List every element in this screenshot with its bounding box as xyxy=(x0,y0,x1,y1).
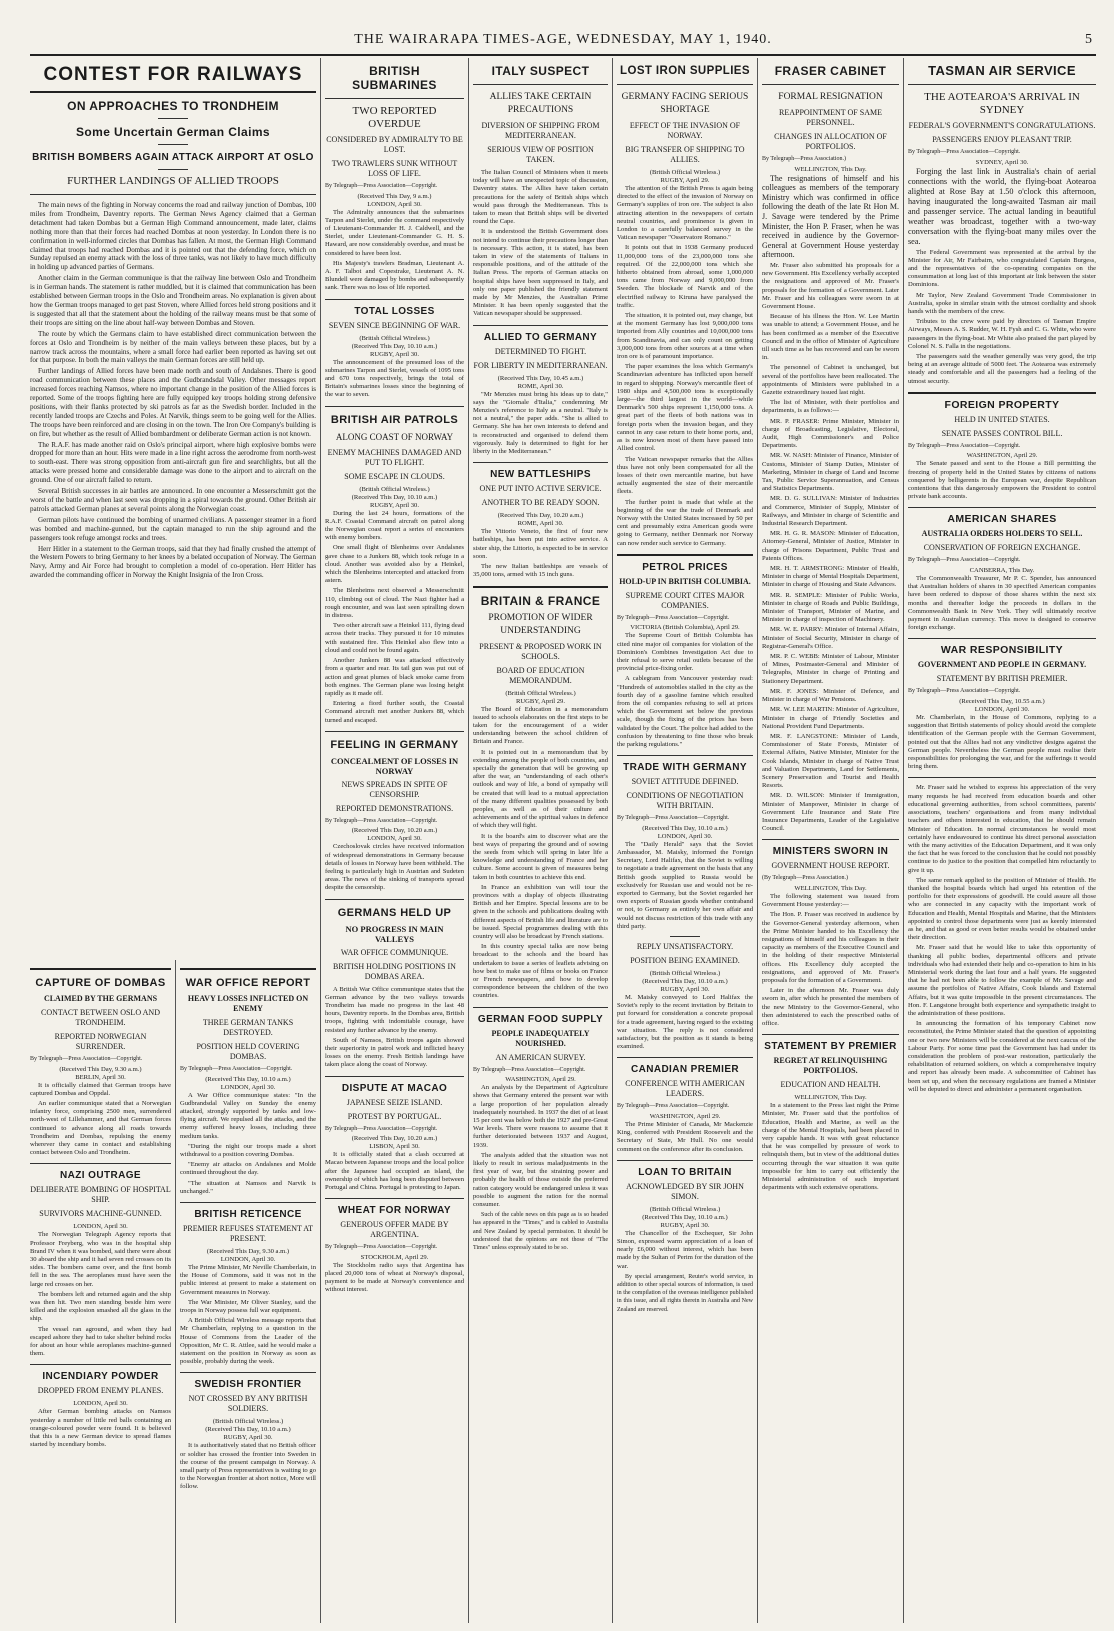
deck: ON APPROACHES TO TRONDHEIM xyxy=(67,99,279,113)
subhead: NEWS SPREADS IN SPITE OF CENSORSHIP. xyxy=(341,779,448,799)
lead-paragraph: The resignations of himself and his colleagues as members of the temporary Ministry which was confirmed in office following the death of the late Rt Hon M. J. Savage were tendered by the Prime Minister, the Hon P. Fraser, when he was received in audience by the Governor-General at Government House yesterday afternoon. xyxy=(762,173,899,260)
paragraph: "Mr Menzies must bring his ideas up to date," says the "Giornale d'Italia," condemning Mr Menzies's reference to Italy as a neutral. "Italy is not a neutral," the paper adds. "She is allied to Germany. She has her own interests to defend and is reconstructed and organised to defend them vigorously. Italy is determined to fight for her liberty in the Mediterranean." xyxy=(473,390,608,456)
headline: FEELING IN GERMANY xyxy=(330,738,459,751)
subhead: STATEMENT BY BRITISH PREMIER. xyxy=(936,674,1068,684)
dateline: RUGBY, April 30. xyxy=(370,350,419,358)
subhead: ENEMY MACHINES DAMAGED AND PUT TO FLIGHT. xyxy=(327,447,462,467)
paragraph: The Chancellor of the Exchequer, Sir John Simon, expressed warm appreciation of a loan of nearly £6,000 without interest, which has been made by the Sultan of Perim for the duration of the war. xyxy=(617,1229,753,1270)
paragraph: The Federal Government was represented at the arrival by the Minister for Air, Mr Fairbairn, who congratulated Captain Burgess, and the representatives of the co-operating companies on the consummation at long last of this important air link between the sister Dominions. xyxy=(908,248,1096,289)
subhead: SOME ESCAPE IN CLOUDS. xyxy=(344,471,445,481)
times-notice: Such of the cable news on this page as is so headed has appeared in the "Times," and is cabled to Australia and New Zealand by special permission. It should be understood that the opinions are not those of "The Times" unless expressly stated to be so. xyxy=(473,1212,608,1252)
paragraph: MR. H. G. R. MASON: Minister of Education, Attorney-General, Minister of Justice, Minister in charge of Prisons Department, Public Trust and Patents Offices. xyxy=(762,530,899,562)
subhead: EDUCATION AND HEALTH. xyxy=(780,1080,881,1090)
deck: CLAIMED BY THE GERMANS xyxy=(43,994,158,1003)
received-time: (Received This Day, 10.45 a.m.) xyxy=(497,374,584,382)
headline: WHEAT FOR NORWAY xyxy=(338,1205,451,1217)
paragraph: One small flight of Blenheims over Andalsnes gave chase to a Junkers 88, which took refuge in a cloud. Another was avoided also by a Heinkel, which the Blenheims intercepted and attacked from astern. xyxy=(325,544,464,585)
paragraph: The War Minister, Mr Oliver Stanley, said the troops in Norway possess full war equipment. xyxy=(180,1298,316,1315)
subhead: SURVIVORS MACHINE-GUNNED. xyxy=(39,1209,162,1219)
byline: By Telegraph—Press Association—Copyright. xyxy=(325,1244,438,1251)
byline: By Telegraph—Press Association—Copyright. xyxy=(325,817,438,824)
subhead: CONSERVATION OF FOREIGN EXCHANGE. xyxy=(923,543,1081,553)
deck: HELD IN UNITED STATES. xyxy=(954,414,1050,424)
wireless-source: (British Official Wireless.) xyxy=(649,1205,721,1213)
column-2-lower xyxy=(180,962,316,1623)
dateline: LISBON, April 30. xyxy=(369,1143,420,1151)
deck: Some Uncertain German Claims xyxy=(76,125,270,139)
paragraph: The Blenheims next observed a Messerschmitt 110, climbing out of cloud. The Nazi fighter had a rough encounter, and was last seen spiralling down in distress. xyxy=(325,587,464,620)
dateline: CANBERRA, This Day. xyxy=(969,567,1035,575)
paragraph: Two other aircraft saw a Heinkel 111, flying dead across their tracks. They pursued it for 10 minutes with sustained fire. This Heinkel also flew into a cloud and could not be found again. xyxy=(325,622,464,654)
paragraph: The analysis added that the situation was not likely to result in serious maladjustments in the first year of war, but the straining power and probably the health of those outside the preferred ration category would be endangered unless it was possible to augment the ration for the normal consumer. xyxy=(473,1151,608,1209)
received-time: (Received This Day, 10.10 a.m.) xyxy=(205,1075,291,1083)
column-3 xyxy=(325,58,464,1623)
paragraph: The bombers left and returned again and the ship was then hit. Two men standing beside him were killed and the explosion smashed all the glass in the ship. xyxy=(30,1290,171,1323)
paragraph: Mr Taylor, New Zealand Government Trade Commissioner in Australia, spoke in similar strain with the utmost cordiality and shook hands with the members of the crew. xyxy=(908,291,1096,316)
headline: LOAN TO BRITAIN xyxy=(638,1166,732,1178)
dateline: RUGBY, April 30. xyxy=(223,1434,273,1442)
dateline: WELLINGTON, This Day. xyxy=(794,1094,867,1102)
paragraph: An analysis by the Department of Agriculture shows that Germany entered the present war with a large proportion of her population already inadequately nourished. In 1937 the diet of at least 15 per cent was below both the 1927 and pre-Great War levels. There were reasons to assume that it further deteriorated between 1937 and August, 1939. xyxy=(473,1084,608,1149)
headline: CAPTURE OF DOMBAS xyxy=(35,977,166,989)
byline: By Telegraph—Press Association—Copyright. xyxy=(617,1103,730,1110)
paragraph: The same remark applied to the position of Minister of Health. He thanked the hospital boards which had urged his retention of the portfolio for their expressions of goodwill. He could assure all those who are connected in any capacity with the important work of Education and Health, Mental Hospitals and Marine, that the Ministers appointed to control those departments were just as keenly interested as he, and that as good or even better results would be obtained under their direction. xyxy=(908,876,1096,942)
headline: TOTAL LOSSES xyxy=(354,305,435,317)
paragraph: It is authoritatively stated that no British officer or soldier has crossed the frontier into Sweden in the course of the present campaign in Norway. A small party of Press representatives is waiting to go to the Norwegian frontier at short notice, More will follow. xyxy=(180,1442,316,1491)
headline: NEW BATTLESHIPS xyxy=(490,469,591,481)
subhead: CHANGES IN ALLOCATION OF PORTFOLIOS. xyxy=(774,132,887,151)
paragraph: MR. D. WILSON: Minister if Immigration, Minister of Manpower, Minister in charge of Government Life Insurance and State Fire Insurance Departments, Leader of the Legislative Council. xyxy=(762,792,899,833)
dateline: WELLINGTON, This Day. xyxy=(794,165,867,173)
subhead: GOVERNMENT HOUSE REPORT. xyxy=(771,861,890,871)
byline: By Telegraph—Press Association—Copyright. xyxy=(30,1056,143,1062)
paragraph: It is understood the British Government does not intend to continue their precautions longer than is necessary. This action, it is stated, has been taken in view of the statements of Italians in responsible positions, and of the attitude of the Italian Press. The reports of German attacks on hospital ships have been suppressed in Italy, and only one paper published the friendly statement made by Mr Menzies, the Australian Prime Minister. It has been openly suggested that the Vatican newspaper should be suppressed. xyxy=(473,228,608,318)
paragraph: The Norwegian Telegraph Agency reports that Professor Freyberg, who was in the hospital ship Brand IV when it was bombed, said there were about 30 aboard the ship and it had seven red crosses on its sides. The bombers came over, and the first bomb fell in the sea. The aeroplanes must have seen the large red crosses on her. xyxy=(30,1231,171,1288)
paragraph: Further landings of Allied forces have been made north and south of Andalsnes. There is good road communication between these places and the Gudbrandsdal Valley. Other messages report increased forces reaching Namsos, where no important change in the position of the Allied forces is reported. Some of the troops fighting here are fully equipped key troops holding strong defensive positions, with their flanks protected by ski patrols as far as the Swedish border. Included in the recently landed troops are Czechs and Poles. At Narvik, things seem to be going well for the Allies. The troops have been reinforced and are closing in on the town. The Iron Ore Company's building is on fire, but whether as the result of Allied bombardment or deliberate German action is not known. xyxy=(30,367,316,438)
subhead: FURTHER LANDINGS OF ALLIED TROOPS xyxy=(67,175,279,187)
paragraph: MR. P. C. WEBB: Minister of Labour, Minister of Mines, Postmaster-General and Minister of Telegraphs, Minister in charge of Printing and Stationery Department. xyxy=(762,653,899,685)
paragraph: MR. H. T. ARMSTRONG: Minister of Health, Minister in charge of Mental Hospitals Department, Minister in charge of Housing and State Advances. xyxy=(762,565,899,589)
headline: WAR RESPONSIBILITY xyxy=(940,644,1064,657)
subhead: POSITION BEING EXAMINED. xyxy=(630,956,740,965)
paragraph: It is officially stated that a clash occurred at Macao between Japanese troops and the local police after the Japanese had occupied an island, the ownership of which has long been disputed between Portugal and China. Portugal is protesting to Japan. xyxy=(325,1151,464,1191)
dateline: LONDON, April 30. xyxy=(974,706,1030,714)
subhead: BIG TRANSFER OF SHIPPING TO ALLIES. xyxy=(625,145,745,164)
paragraph: M. Maisky conveyed to Lord Halifax the Soviet's reply to the recent invitation by Britain to put forward for consideration a concrete proposal for a trade agreement, having regard to the existing war situation. The reply is not considered satisfactory, but the position as it stands is being examined. xyxy=(617,994,753,1051)
headline: BRITISH AIR PATROLS xyxy=(330,413,459,426)
deck: NO PROGRESS IN MAIN VALLEYS xyxy=(345,923,444,944)
paragraph: "During the night our troops made a short withdrawal to a position covering Dombas. xyxy=(180,1142,316,1159)
dateline: SYDNEY, April 30. xyxy=(975,158,1029,166)
subhead: AN AMERICAN SURVEY. xyxy=(495,1052,586,1062)
paragraph: A British War Office communique states that the German advance by the two valleys towards Trondheim has made no progress in the last 48 hours, Daventry reports. In the Dombas area, British troops, fighting with indomitable courage, have resisted any further advance by the enemy. xyxy=(325,985,464,1034)
byline: By Telegraph—Press Association—Copyright. xyxy=(908,688,1021,695)
received-time: (Received This Day, 10.10 a.m.) xyxy=(642,978,728,985)
received-time: (Received This Day, 10.20 a.m.) xyxy=(351,827,438,835)
headline: CANADIAN PREMIER xyxy=(630,1064,740,1076)
deck: ALONG COAST OF NORWAY xyxy=(335,431,454,442)
column-1-lower xyxy=(30,962,171,1623)
paragraph: "The situation at Namsos and Narvik is unchanged." xyxy=(180,1179,316,1195)
deck: DETERMINED TO FIGHT. xyxy=(494,346,587,356)
paragraph: It is pointed out in a memorandum that by extending among the people of both countries, and specially the generation that will be growing up after the war, an "understanding of each other's outlook and way of life, a bond of sympathy will be created that will lead to a mutual appreciation of the many different qualities possessed by both peoples, as well as of their culture and achievements and of the spiritual values in defence of which they will fight. xyxy=(473,748,608,830)
paragraph: The Prime Minister, Mr Neville Chamberlain, in the House of Commons, said it was not in the public interest at present to make a statement on Government measures in Norway. xyxy=(180,1264,316,1296)
paragraph: The "Daily Herald" says that the Soviet Ambassador, M. Maisky, informed the Foreign Secretary, Lord Halifax, that the Soviet is willing to negotiate a trade agreement on the basis that any British goods supplied to Russia would be exclusively for Russian use and would not be re-exported to Germany, but the Soviet regarded her own exports of Russian goods whether contraband or not, to Germany as entirely her own affair and would not discuss restriction of this trade with any third party. xyxy=(617,840,753,930)
column-rule xyxy=(612,58,613,1623)
dateline: RUGBY, April 29. xyxy=(516,697,565,705)
dateline: LONDON, April 30. xyxy=(657,832,713,840)
paragraph: A cablegram from Vancouver yesterday read: "Hundreds of automobiles stalled in the city as the fourth day of a gasoline famine which resulted from the oil companies refusing to sell at prices which the Government set below the previous scale, though the fixing of the prices has been validated by the Court. The police had added to the confusion by threatening to fine those who break the parking regulations." xyxy=(617,675,753,748)
paragraph: The Italian Council of Ministers when it meets today will have an unexpected topic of discussion, Daventry states. The Allies have taken certain precautions for the safety of British ships which would pass through the Mediterranean. This is taken to mean that British ships will be diverted round the Cape. xyxy=(473,169,608,226)
deck: PROMOTION OF WIDER UNDERSTANDING xyxy=(488,612,593,636)
paragraph: Mr. Chamberlain, in the House of Commons, replying to a suggestion that British statements of policy should avoid the complete identification of the German people with the German Government, pointed out that the Allies had not any vindictive designs against the German people. Nevertheless the German people must realise their responsibilities for prolonging the war, and for the sufferings it would bring them. xyxy=(908,714,1096,771)
paragraph: The list of Minister, with their portfolios and departments, is as follows:— xyxy=(762,399,899,415)
paragraph: His Majesty's trawlers Bradman, Lieutenant A. A. F. Talbot and Copestrake, Lieutenant A. N. Blundell were damaged by bombs and subsequently sank. There was no loss of life reported. xyxy=(325,259,464,292)
byline: By Telegraph—Press Association—Copyright. xyxy=(908,557,1021,564)
headline: WAR OFFICE REPORT xyxy=(185,977,311,989)
paragraph: MR. F. JONES: Minister of Defence, and Minister in charge of War Pensions. xyxy=(762,687,899,704)
paragraph: MR. P. FRASER: Prime Minister, Minister in charge of Broadcasting, Legislative, Electoral, Audit, High Commissioner's and Police Departments. xyxy=(762,417,899,450)
wireless-source: (British Official Wireless.) xyxy=(359,334,430,342)
wireless-source: (British Official Wireless.) xyxy=(649,169,721,176)
dateline: LONDON, April 30. xyxy=(220,1256,276,1264)
subhead: SENATE PASSES CONTROL BILL. xyxy=(941,428,1063,438)
paragraph: The main news of the fighting in Norway concerns the road and railway junction of Dombas, 100 miles from Trondheim, Daventry reports. The German News Agency claimed that a German detachment had taken Dombas but a German High Command announcement, made later, claims nothing more than that their forces had reached Dombas at noon yesterday. In London there is no confirmation in well-informed circles that Dombas has fallen. At most, the German High Command claimed that troops had reached Dombas and it is pointed out that the defending force, which on Sunday repulsed an enemy attack with the loss of three tanks, was not likely to have much difficulty in holding up advanced parties of Germans. xyxy=(30,201,316,272)
paragraph: The situation, it is pointed out, may change, but at the moment Germany has lost 9,000,000 tons imported from Ally countries and 10,000,000 tons from Scandinavia, and can only count on getting 3,000,000 tons from other sources at a time when iron ore is of paramount importance. xyxy=(617,312,753,361)
paragraph: A British Official Wireless message reports that Mr Chamberlain, replying to a question in the House of Commons from the Leader of the Opposition, Mr C. R. Attlee, said he would make a statement on the position in Norway as soon as possible, probably during the week. xyxy=(180,1317,316,1366)
headline: GERMAN FOOD SUPPLY xyxy=(477,1013,604,1025)
paragraph: The Stockholm radio says that Argentina has placed 20,000 tons of wheat at Norway's disposal, payment to be made at Norway's convenience and without interest. xyxy=(325,1261,464,1294)
paragraph: MR. R. SEMPLE: Minister of Public Works, Minister in charge of Roads and Public Buildings, Minister of Transport, Minister of Marine, and Minister in charge of inspection of Machinery. xyxy=(762,591,899,624)
deck: PEOPLE INADEQUATELY NOURISHED. xyxy=(491,1028,590,1048)
dateline: WASHINGTON, April 29. xyxy=(505,1076,576,1084)
paragraph: After German bombing attacks on Namsos yesterday a number of little red balls containing an orange-coloured powder were found. It is believed that this is a new German device to spread flames started by incendiary bombs. xyxy=(30,1408,171,1449)
paragraph: The Board of Education in a memorandum issued to schools elaborates on the first steps to be taken for the encouragement of a wider understanding between the school children of Britain and France. xyxy=(473,705,608,746)
dateline: LONDON, April 30. xyxy=(367,835,422,843)
headline: ALLIED TO GERMANY xyxy=(483,331,598,343)
received-time: (Received This Day, 9 a.m.) xyxy=(357,192,432,200)
paragraph: Mr. Fraser said he wished to express his appreciation of the very many requests he had received from education boards and other educational governing authorities, from school committees, parents' associations, teachers' organisations and from many individual teachers and others interested in education, that he should remain Minister of Education. In normal circumstances he would most certainly have endeavoured to continue his direct personal association with the many activities of the Education Department, and it was only the fact that he was forced to the conclusion that he could not possibly continue to do justice to the position that compelled him reluctantly to give it up. xyxy=(908,784,1096,874)
dateline: WASHINGTON, April 29. xyxy=(966,452,1038,460)
paragraph: The following statement was issued from Government House yesterday:— xyxy=(762,892,899,909)
paragraph: The new Italian battleships are vessels of 35,000 tons, armed with 15 inch guns. xyxy=(473,563,608,579)
byline: By Telegraph—Press Association—Copyright. xyxy=(325,1125,438,1132)
subhead: CONSIDERED BY ADMIRALTY TO BE LOST. xyxy=(326,135,463,154)
headline: ITALY SUSPECT xyxy=(491,64,590,78)
received-time: (Received This Day, 10.10 a.m.) xyxy=(642,1213,728,1221)
subhead: PASSENGERS ENJOY PLEASANT TRIP. xyxy=(932,135,1072,144)
paragraph: German pilots have continued the bombing of unarmed civilians. A passenger steamer in a fiord was bombed and machine-gunned, but the captain managed to run the ship aground and the passengers took refuge amongst rocks and trees. xyxy=(30,515,316,542)
headline: CONTEST FOR RAILWAYS xyxy=(43,64,303,85)
subhead: REPORTED DEMONSTRATIONS. xyxy=(335,803,454,813)
dateline: VICTORIA (British Columbia), April 29. xyxy=(630,624,740,632)
deck: CONCEALMENT OF LOSSES IN NORWAY xyxy=(330,755,459,776)
deck: REGRET AT RELINQUISHING PORTFOLIOS. xyxy=(773,1056,888,1076)
paragraph: MR. W. LEE MARTIN: Minister of Agriculture, Minister in charge of Friendly Societies and National Provident Fund Departments. xyxy=(762,706,899,730)
subhead: POSITION HELD COVERING DOMBAS. xyxy=(196,1042,300,1061)
subhead: CONTACT BETWEEN OSLO AND TRONDHEIM. xyxy=(41,1008,160,1027)
headline: INCENDIARY POWDER xyxy=(42,1371,159,1383)
paragraph: The route by which the Germans claim to have established direct communication between the forces at Oslo and Trondheim is by neither of the main valleys between these places, but by a narrow track across the mountains, where a small force had earlier been reported as having set out for that purpose. In both the main valleys the main German forces are still held up. xyxy=(30,329,316,365)
headline: TASMAN AIR SERVICE xyxy=(928,63,1076,78)
deck: ALLIES TAKE CERTAIN PRECAUTIONS xyxy=(489,92,592,115)
paragraph: Another claim in the German communique is that the railway line between Oslo and Trondheim is in German hands. The statement is rather muddled, but it is claimed that communication has been established between German troops in the Oslo and Trondheim areas. No explanation is given about how the German troops managed to get past Stoven, where Allied forces held strong positions and it is suggested that all that the statement about the holding of the railway means must be that some of their troops are sitting on the line about half-way between Dombas and Stoven. xyxy=(30,274,316,327)
paragraph: In France an exhibition van will tour the provinces with a display of objects illustrating British and her Empire. Special lessons are to be given in the schools and publications dealing with different aspects of British life and literature are to be issued. Special programmes dealing with this country will also be broadcast by French stations. xyxy=(473,883,608,940)
paragraph: Tributes to the crew were paid by directors of Tasman Empire Airways, Messrs A. S. Rudder, W. H. Fysh and C. G. White, who were passengers in the flying-boat. Mr White also praised the part played by Colonel N. S. Falla in the negotiations. xyxy=(908,318,1096,350)
paragraph: In announcing the formation of his temporary Cabinet now reconstituted, the Prime Minister stated that the question of appointing one or two new Ministers will be considered at the next caucus of the Labour Party. For some time past the Government has had under its consideration the problem of post-war restoration, particularly the rehabilitation of returned soldiers, on which a comprehensive inquiry and report has already been made. A subcommittee of Cabinet has been set up, and when the necessary regulations are framed a Minister will be deputed to direct and administer a permanent organisation. xyxy=(908,1020,1096,1093)
paragraph: Entering a fiord further south, the Coastal Command aircraft met another Junkers 88, which turned and escaped. xyxy=(325,700,464,724)
subhead: CONDITIONS OF NEGOTIATION WITH BRITAIN. xyxy=(626,791,744,811)
headline: DISPUTE AT MACAO xyxy=(341,1082,448,1094)
headline: STATEMENT BY PREMIER xyxy=(764,1041,897,1053)
dateline: LONDON, April 30. xyxy=(367,200,422,208)
subhead: FOR LIBERTY IN MEDITERRANEAN. xyxy=(473,360,608,370)
subhead: EFFECT OF THE INVASION OF NORWAY. xyxy=(629,121,741,140)
paragraph: Several British successes in air battles are announced. In one encounter a Messerschmitt got the worst of the battle and when last seen was dropping in a spiral towards the ground. Other British air patrols attacked German planes at several points along the Norwegian coast. xyxy=(30,487,316,513)
subhead: THREE GERMAN TANKS DESTROYED. xyxy=(202,1018,294,1037)
paragraph: During the last 24 hours, formations of the R.A.F. Coastal Command aircraft on patrol along the Norwegian coast report a series of encounters with enemy bombers. xyxy=(325,509,464,542)
subhead: PRESENT & PROPOSED WORK IN SCHOOLS. xyxy=(479,641,602,661)
masthead-title: THE WAIRARAPA TIMES-AGE, WEDNESDAY, MAY 1, 1940. xyxy=(354,32,772,47)
headline: LOST IRON SUPPLIES xyxy=(620,65,750,77)
subhead: SERIOUS VIEW OF POSITION TAKEN. xyxy=(487,145,594,164)
deck: AUSTRALIA ORDERS HOLDERS TO SELL. xyxy=(921,529,1083,539)
byline: By Telegraph—Press Association—Copyright. xyxy=(180,1066,293,1072)
paragraph: The Supreme Court of British Columbia has cited nine major oil companies for violation of the Dominion's Combines Investigation Act due to their refusal to serve retail outlets because of the provincial price-fixing order. xyxy=(617,632,753,673)
paragraph: The Prime Minister of Canada, Mr Mackenzie King, conferred with President Roosevelt and the Secretary of State, Mr Hull. No one would comment on the conference after its conclusion. xyxy=(617,1121,753,1153)
paragraph: The Commonwealth Treasurer, Mr P. C. Spender, has announced that Australian holders of shares in 30 specified American companies have been ordered to dispose of those shares within the next six months and thereafter lodge the proceeds in dollars in the Commonwealth Bank in New York. They will ultimately receive payment in Australian currency. This move is designed to conserve foreign exchange. xyxy=(908,575,1096,632)
dateline: RUGBY, April 30. xyxy=(660,1221,710,1229)
headline: PETROL PRICES xyxy=(642,561,728,573)
headline: MINISTERS SWORN IN xyxy=(772,846,889,858)
headline: BRITISH SUBMARINES xyxy=(352,64,437,92)
dateline: BERLIN, April 30. xyxy=(75,1073,126,1081)
paragraph: An earlier communique stated that a Norwegian infantry force, comprising 2500 men, surrendered north-west of Lillehammer, and that German forces continued to advance along all roads towards Trondheim and Dombas, repulsing the enemy wherever they came in contact and establishing contact between Oslo and Trondheim. xyxy=(30,1100,171,1157)
subhead: GENEROUS OFFER MADE BY ARGENTINA. xyxy=(340,1220,449,1240)
subhead: PREMIER REFUSES STATEMENT AT PRESENT. xyxy=(182,1224,314,1244)
headline: FRASER CABINET xyxy=(774,64,887,78)
paragraph: The paper examines the loss which Germany's Scandinavian adventure has inflicted upon herself in regard to shipping. Norway's mercantile fleet of 1980 ships and 4,500,000 tons is exceptionally large—the third largest in the world—while Denmark's 500 ships represent 1,150,000 tons. A great part of the fleets of both nations was in foreign ports when the invasion began, and they cannot in any case return to their home ports, and, as is now known most of them have passed into Allied control. xyxy=(617,363,753,453)
paragraph: MR. W. E. PARRY: Minister of Internal Affairs, Minister of Social Security, Minister in charge of Registrar-General's Office. xyxy=(762,626,899,650)
subhead: ANOTHER TO BE READY SOON. xyxy=(481,498,600,508)
column-rule xyxy=(320,58,321,1623)
byline: By Telegraph—Press Association—Copyright. xyxy=(908,442,1021,449)
paragraph: In a statement to the Press last night the Prime Minister, Mr. Fraser said that the portfolios of Education, Health and Marine, as well as the charge of the Mental Hospitals, had been placed in very capable hands. It was with great reluctance that he was compelled by pressure of work to relinquish them, but in view of the additional duties occurring through the war situation it was quite impossible for him to carry out efficiently the Ministerial administration of such important departments with such extensive operations. xyxy=(762,1102,899,1192)
subhead: WAR OFFICE COMMUNIQUE. xyxy=(340,947,449,957)
deck: BRITISH BOMBERS AGAIN ATTACK AIRPORT AT OSLO xyxy=(32,152,314,163)
subhead: REPORTED NORWEGIAN SURRENDER. xyxy=(54,1032,147,1051)
wireless-source: (British Official Wireless.) xyxy=(359,485,430,493)
paragraph: The Vatican newspaper remarks that the Allies thus have not only been compensated for all the losses of their own mercantile marine, but have actually augmented the size of their mercantile fleets. xyxy=(617,455,753,496)
subhead: SEVEN SINCE BEGINNING OF WAR. xyxy=(328,320,461,330)
paragraph: The passengers said the weather generally was very good, the trip being at an average altitude of 5000 feet. The Aotearoa was extremely steady and comfortable and all the passengers had a feeling of the utmost security. xyxy=(908,353,1096,385)
wireless-source: (British Official Wireless.) xyxy=(505,689,576,697)
paragraph: The Admiralty announces that the submarines Tarpon and Sterlet, under the command respectively of Lieutenant-Commander H. J. Caldwell, and the Sterlet, under Lieutenant-Commander G. H. S. Haward, are now considerably overdue, and must be considered to have been lost. xyxy=(325,208,464,257)
paragraph: The Vittorio Veneto, the first of four new battleships, has been put into active service. A sister ship, the Littorio, is expected to be in service soon. xyxy=(473,528,608,560)
dateline: STOCKHOLM, April 29. xyxy=(360,1253,429,1261)
masthead xyxy=(30,20,1096,56)
received-time: (Received This Day, 10.55 a.m.) xyxy=(959,698,1045,706)
byline: By Telegraph—Press Association—Copyright. xyxy=(617,614,730,621)
wireless-source: (British Official Wireless.) xyxy=(212,1418,284,1426)
byline: By Telegraph—Press Association—Copyright. xyxy=(473,1066,586,1073)
headline: NAZI OUTRAGE xyxy=(60,1170,141,1182)
paragraph: MR. D. G. SULLIVAN: Minister of Industries and Commerce, Minister of Supply, Minister of Railways, and Minister in charge of Scientific and Industrial Research Department. xyxy=(762,495,899,528)
byline: By Telegraph—Press Association—Copyright. xyxy=(325,183,438,189)
received-time: (Received This Day, 10.10 a.m.) xyxy=(351,493,438,501)
paragraph: The personnel of Cabinet is unchanged, but several of the portfolios have been reallocated. The appointments of Ministers were published in a Gazette extraordinary issued last night. xyxy=(762,364,899,396)
column-6 xyxy=(762,58,899,1623)
dateline: WELLINGTON, This Day. xyxy=(794,884,867,892)
paragraph: It points out that in 1938 Germany produced 11,000,000 tons of the 23,000,000 tons she required. Of the 22,000,000 tons which she hitherto obtained from abroad, some 1,000,000 tons came from Norway and 9,000,000 from Sweden. The blockade of Narvik and of the electrified railway to Kiruna have paralysed the traffic. xyxy=(617,244,753,309)
subhead: ONE PUT INTO ACTIVE SERVICE. xyxy=(479,484,602,494)
dateline: LONDON, April 30. xyxy=(220,1083,276,1091)
byline: By Telegraph—Press Association—Copyright. xyxy=(617,815,730,822)
received-time: (Received This Day, 10.10 a.m.) xyxy=(205,1426,291,1434)
deck: TWO REPORTED OVERDUE xyxy=(352,105,437,130)
headline: BRITISH RETICENCE xyxy=(194,1209,302,1221)
received-time: (Received This Day, 10.10 a.m.) xyxy=(351,342,438,350)
subhead: ACKNOWLEDGED BY SIR JOHN SIMON. xyxy=(626,1181,744,1201)
column-rule xyxy=(468,58,469,1623)
subhead: NOT CROSSED BY ANY BRITISH SOLDIERS. xyxy=(188,1394,308,1414)
paragraph: MR. W. NASH: Minister of Finance, Minister of Customs, Minister of Stamp Duties, Minister of Marketing, Minister in charge of Land and Income Tax, Public Service Superannuation, and Census and Statistics Departments. xyxy=(762,452,899,493)
subhead: FEDERAL'S GOVERNMENT'S CONGRATULATIONS. xyxy=(908,121,1096,130)
headline: GERMANS HELD UP xyxy=(337,906,452,919)
dateline: RUGBY, April 29. xyxy=(660,177,710,184)
headline: SWEDISH FRONTIER xyxy=(194,1379,302,1391)
paragraph: The further point is made that while at the beginning of the war the trade of Denmark and Norway with the United States increased by 50 per cent and presumably extra American goods were going to Germany, neither Denmark nor Norway can now render such service to Germany. xyxy=(617,498,753,547)
subhead: BRITISH HOLDING POSITIONS IN DOMBAS AREA. xyxy=(333,961,456,981)
byline: (By Telegraph—Press Association.) xyxy=(762,875,848,882)
paragraph: South of Namsos, British troops again showed their superiority in patrol work and inflicted heavy losses on the enemy. Fresh British landings have taken place along the coast of Norway. xyxy=(325,1036,464,1069)
received-time: (Received This Day, 10.20 a.m.) xyxy=(497,512,584,520)
subhead: REAPPOINTMENT OF SAME PERSONNEL. xyxy=(779,108,882,127)
paragraph: In this country special talks are now being broadcast to the schools and the board has undertaken to issue a series of leaflets advising on how best to make use of films or books on France or French newspapers, and how to develop correspondence between the children of the two countries. xyxy=(473,943,608,1000)
column-5 xyxy=(617,58,753,1623)
byline: By Telegraph—Press Association—Copyright. xyxy=(908,149,1021,155)
deck: HEAVY LOSSES INFLICTED ON ENEMY xyxy=(187,994,309,1013)
paragraph: MR. F. LANGSTONE: Minister of Lands, Commissioner of State Forests, Minister of External Affairs, Native Minister, Minister for the Cook Islands, Minister in charge of Native Trust and Valuation Departments, Land for Settlements, Scenery Preservation and Tourist and Health Resorts. xyxy=(762,732,899,790)
headline: FOREIGN PROPERTY xyxy=(944,398,1060,411)
paragraph: Mr. Fraser said that he would like to take this opportunity of thanking all public bodies, departmental officers and private individuals who had extended their help and co-operation to him in his Ministerial work during the last four and a half years. He suggested that he had not been able to follow the example of Mr. Savage and assume the portfolios of Native Affairs, Cook Islands and External Affairs, but it was quite impossible in the present circumstances. The Hon. F. Langstone brought both experience and sympathetic insight to the administration of these positions. xyxy=(908,944,1096,1017)
subhead: SOVIET ATTITUDE DEFINED. xyxy=(631,777,739,787)
subhead: TWO TRAWLERS SUNK WITHOUT LOSS OF LIFE. xyxy=(331,159,458,178)
article-contest-for-railways xyxy=(30,58,316,958)
paragraph: The vessel ran aground, and when they had escaped ashore they had to take shelter behind rocks for about an hour while aeroplanes machine-gunned them. xyxy=(30,1325,171,1358)
paragraph: Later in the afternoon Mr. Fraser was duly sworn in, after which he presented the members of the new Ministry to the Governor-General, who then administered to each the prescribed oaths of office. xyxy=(762,987,899,1027)
dateline: ROME, April 30. xyxy=(517,382,564,390)
subhead: PROTEST BY PORTUGAL. xyxy=(347,1111,442,1121)
deck: THE AOTEAROA'S ARRIVAL IN SYDNEY xyxy=(924,91,1080,116)
received-time: (Received This Day, 10.10 a.m.) xyxy=(642,824,728,832)
paragraph: Because of his illness the Hon. W. Lee Martin was unable to attend; a Government House, and he has been confirmed as a member of the Executive Council and in the office of Minister of Agriculture till such time as he has recovered and can be sworn in. xyxy=(762,313,899,362)
paragraph: Another Junkers 88 was attacked effectively from a quarter and rear. Its tail gun was put out of action and great plumes of black smoke came from both engines. The German plane was losing height rapidly as it made off. xyxy=(325,657,464,697)
paragraph: The Hon. P. Fraser was received in audience by the Governor-General yesterday afternoon, when the Prime Minister handed to his Excellency the resignations of himself and his colleagues in their capacity as members of the Executive Council and in the holding of their respective Ministerial offices. His Excellency duly accepted the resignations, and approved of Mr. Fraser's proposals for the formation of a Government. xyxy=(762,911,899,984)
paragraph: Czechoslovak circles have received information of widespread demonstrations in Germany because details of losses in Norway have been withheld. The feeling is particularly high in Austrian and Sudeten areas. The news of the sinking of transports spread despite the censorship. xyxy=(325,843,464,892)
column-rule xyxy=(175,960,176,1623)
dateline: ROME, April 30. xyxy=(517,520,564,528)
dateline: LONDON, April 30. xyxy=(73,1223,128,1231)
headline: AMERICAN SHARES xyxy=(947,513,1057,526)
paragraph: Herr Hitler in a statement to the German troops, said that they had finally crushed the attempt of the Western Powers to bring Germany to her knees by a belated occupation of Norway. The German Navy, Army and Air Force had brought to completion a model of co-operation. Herr Hitler has awarded the commanding officer in Norway the Knight Insignia of the Iron Cross. xyxy=(30,544,316,580)
paragraph: "Enemy air attacks on Andalsnes and Molde continued throughout the day. xyxy=(180,1161,316,1177)
paragraph: The announcement of the presumed loss of the submarines Tarpon and Sterlet, vessels of 1095 tons and 670 tons respectively, brings the total of Britain's submarines losses since the beginning of the war to seven. xyxy=(325,358,464,399)
deck: FORMAL RESIGNATION xyxy=(778,92,883,102)
paragraph: The attention of the British Press is again being directed to the effect of the invasion of Norway on Germany's supplies of iron ore. The subject is also attracting attention in the newspapers of certain neutral countries, and prominence is given in London to a carefully balanced survey in the Vatican newspaper "Osservatore Romano." xyxy=(617,185,753,242)
dateline: RUGBY, April 30. xyxy=(370,501,419,509)
reuters-notice: By special arrangement, Reuter's world service, in addition to other special sources of information, is used in the compilation of the overseas intelligence published in this issue, and all rights therein in Australia and New Zealand are reserved. xyxy=(617,1273,753,1313)
subhead: CONFERENCE WITH AMERICAN LEADERS. xyxy=(625,1079,745,1099)
subhead: JAPANESE SEIZE ISLAND. xyxy=(346,1097,443,1107)
received-time: (Received This Day, 10.20 a.m.) xyxy=(351,1135,438,1143)
dateline: RUGBY, April 30. xyxy=(660,986,710,993)
column-4 xyxy=(473,58,608,1623)
column-rule xyxy=(757,58,758,1623)
subhead: DROPPED FROM ENEMY PLANES. xyxy=(37,1386,164,1396)
deck: HOLD-UP IN BRITISH COLUMBIA. xyxy=(619,576,751,586)
deck: GERMANY FACING SERIOUS SHORTAGE xyxy=(621,92,749,115)
headline: TRADE WITH GERMANY xyxy=(623,762,747,774)
subhead: DIVERSION OF SHIPPING FROM MEDITERRANEAN. xyxy=(481,121,600,140)
paragraph: It is officially claimed that German troops have captured Dombas and Oppdal. xyxy=(30,1081,171,1097)
byline: By Telegraph—Press Association.) xyxy=(762,156,846,162)
dateline: WASHINGTON, April 29. xyxy=(649,1113,721,1121)
subhead: DELIBERATE BOMBING OF HOSPITAL SHIP. xyxy=(30,1185,171,1205)
paragraph: The Senate passed and sent to the House a Bill permitting the freezing of property held in the United States by citizens of nations conquered by belligerents in the European war, despite Republican contentions that this dangerously empowers the President to control private bank accounts. xyxy=(908,460,1096,501)
subhead: REPLY UNSATISFACTORY. xyxy=(636,942,734,951)
paragraph: Mr. Fraser also submitted his proposals for a new Government. His Excellency verbally accepted the resignations and approved of Mr. Fraser's proposals for the formation of a Government. Later Mr. Fraser and his colleagues were sworn in at Government House. xyxy=(762,261,899,310)
lead-paragraph: Forging the last link in Australia's chain of aerial connections with the world, the flying-boat Aotearoa alighted at Rose Bay at 1.50 o'clock this afternoon, having inaugurated the long-awaited Tasman air mail and passenger service. The actual landing in beautiful weather was broadcast, together with a two-way conversation with the flying-boat many miles over the sea. xyxy=(908,166,1096,246)
paragraph: It is the board's aim to discover what are the best ways of preparing the ground and of sowing the seeds from which will spring in later life a knowledge and understanding of France and her culture. Some account is given of measures being taken in both countries to achieve this end. xyxy=(473,832,608,881)
deck: GOVERNMENT AND PEOPLE IN GERMANY. xyxy=(917,660,1087,670)
wireless-source: (British Official Wireless.) xyxy=(649,970,721,977)
received-time: (Received This Day, 9.30 a.m.) xyxy=(206,1248,290,1256)
dateline: LONDON, April 30. xyxy=(73,1400,128,1408)
subhead: SUPREME COURT CITES MAJOR COMPANIES. xyxy=(625,590,745,610)
paragraph: A War Office communique states: "In the Gudbrandsdal Valley on Sunday the enemy attacked, strongly supported by tanks and low-flying aircraft. We repulsed all the attacks, and the enemy suffered heavy losses, including three medium tanks. xyxy=(180,1091,316,1140)
subhead: BOARD OF EDUCATION MEMORANDUM. xyxy=(496,665,585,685)
received-time: (Received This Day, 9.30 a.m.) xyxy=(59,1065,142,1073)
column-rule xyxy=(903,58,904,1623)
page-number: 5 xyxy=(1085,32,1092,47)
headline: BRITAIN & FRANCE xyxy=(480,593,601,608)
paragraph: The R.A.F. has made another raid on Oslo's principal airport, where high explosive bombs were dropped for more than an hour. Hits were made in a line right across the aerodrome from north-west to south-east. There was strong opposition from anti-aircraft gun fire and searchlights, but all the attacks were pressed home and considerable damage was done to the airport and to aircraft on the ground. One of our aircraft failed to return. xyxy=(30,440,316,485)
column-7 xyxy=(908,58,1096,1623)
